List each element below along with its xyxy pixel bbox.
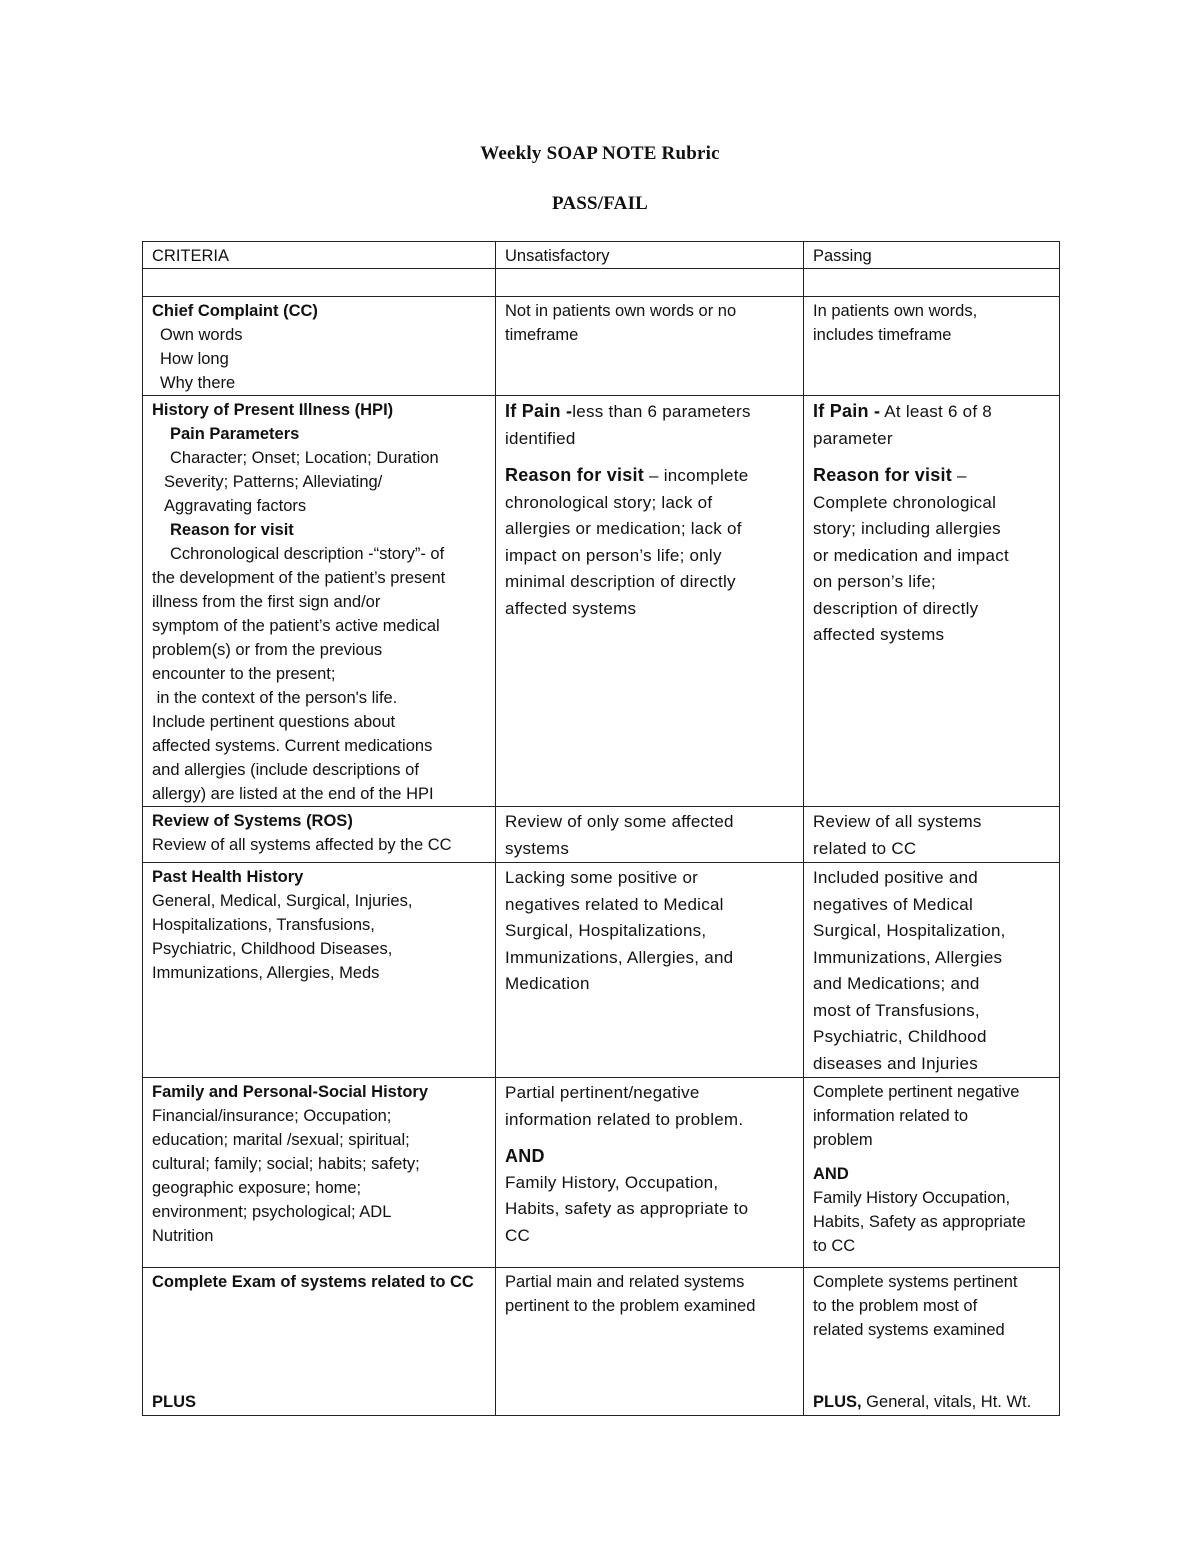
cell-text: negatives of Medical [813,894,973,914]
cell-text: affected systems [505,598,637,618]
criteria-detail: environment; psychological; ADL [152,1203,392,1221]
cell-text: Immunizations, Allergies, and [505,947,734,967]
unsatisfactory-cell [496,863,804,1078]
criteria-detail: Financial/insurance; Occupation; [152,1107,392,1125]
cell-text: Surgical, Hospitalizations, [505,921,707,940]
header-passing: Passing [804,242,1060,269]
cell-text: Included positive and [813,868,978,887]
cell-text: information related to [813,1107,969,1125]
hpi-description: affected systems. Current medications [152,737,433,755]
criteria-detail: cultural; family; social; habits; safety; [152,1155,420,1173]
cell-text: identified [505,428,576,448]
cell-text: to the problem most of [813,1297,978,1315]
table-row [143,1078,1060,1268]
cell-text: Not in patients own words or no [505,302,737,320]
criteria-detail: Psychiatric, Childhood Diseases, [152,940,393,958]
cell-text: Family History Occupation, [813,1189,1011,1207]
cell-text: most of Transfusions, [813,1000,980,1020]
document-subtitle: PASS/FAIL [551,193,649,214]
hpi-description: Include pertinent questions about [152,713,396,731]
cell-text: timeframe [505,326,579,344]
cell-text: to CC [813,1237,856,1255]
hpi-description: encounter to the present; [152,665,336,683]
cell-text: diseases and Injuries [813,1053,978,1073]
unsatisfactory-cell [496,396,804,807]
plus-line [813,1390,1031,1414]
spacer [813,452,1050,462]
table-row [143,297,1060,396]
spacer [813,1152,1050,1162]
criteria-cell [143,807,496,863]
criteria-title: Past Health History [152,868,304,886]
pain-parameters-text: Aggravating factors [164,497,307,515]
passing-cell [804,396,1060,807]
cell-text: CC [505,1225,531,1245]
cell-text: information related to problem. [505,1109,744,1129]
cell-text: Partial pertinent/negative [505,1083,700,1102]
table-row [143,807,1060,863]
cell-text: Complete systems pertinent [813,1273,1018,1291]
cell-text: related to CC [813,838,917,858]
passing-cell [804,1078,1060,1268]
spacer [505,452,794,462]
cell-text: related systems examined [813,1321,1005,1339]
criteria-item: Own words [160,326,243,344]
passing-cell [804,863,1060,1078]
cell-text: – incomplete [644,466,749,485]
plus-label: PLUS [152,1393,197,1411]
criteria-detail: geographic exposure; home; [152,1179,362,1197]
cell-text: Review of all systems [813,812,982,831]
table-row [143,863,1060,1078]
pain-parameters-text: Severity; Patterns; Alleviating/ [164,473,383,491]
hpi-description: Cchronological description -“story”- of [170,545,445,563]
criteria-detail: Review of all systems affected by the CC [152,836,452,854]
header-row [143,242,1060,269]
criteria-cell [143,1268,496,1416]
hpi-description: and allergies (include descriptions of [152,761,419,779]
cell-text: less than 6 parameters [572,402,751,421]
criteria-title: History of Present Illness (HPI) [152,401,394,419]
cell-text: Partial main and related systems [505,1273,745,1291]
cell-text: General, vitals, Ht. Wt. [861,1393,1032,1411]
cell-text: In patients own words, [813,302,978,320]
hpi-description: illness from the first sign and/or [152,593,381,611]
criteria-item: Why there [160,374,236,392]
empty-cell [804,269,1060,297]
if-pain-label: If Pain - [813,401,881,421]
unsatisfactory-cell [496,297,804,396]
and-label: AND [505,1146,545,1166]
cell-text: allergies or medication; lack of [505,519,742,538]
criteria-title: Review of Systems (ROS) [152,812,353,830]
cell-text: affected systems [813,625,945,644]
cell-text: chronological story; lack of [505,492,713,512]
reason-for-visit-label: Reason for visit [505,465,645,485]
hpi-description: in the context of the person's life. [152,689,398,707]
cell-text: parameter [813,428,893,448]
criteria-detail: education; marital /sexual; spiritual; [152,1131,410,1149]
cell-text: minimal description of directly [505,572,736,591]
pain-parameters-heading: Pain Parameters [170,425,300,443]
criteria-detail: Immunizations, Allergies, Meds [152,964,380,982]
passing-cell [804,1268,1060,1416]
criteria-cell [143,396,496,807]
plus-label: PLUS, [813,1393,862,1411]
criteria-detail: General, Medical, Surgical, Injuries, [152,892,413,910]
if-pain-label: If Pain - [505,401,573,421]
cell-text: Medication [505,974,590,993]
criteria-detail: Nutrition [152,1227,214,1245]
criteria-cell [143,863,496,1078]
cell-text: problem [813,1131,873,1149]
table-row [143,1268,1060,1416]
document-title: Weekly SOAP NOTE Rubric [480,143,720,164]
cell-text: Psychiatric, Childhood [813,1027,987,1046]
cell-text: Review of only some affected [505,812,734,831]
hpi-description: symptom of the patient’s active medical [152,617,440,635]
hpi-description: the development of the patient’s present [152,569,446,587]
empty-row [143,269,1060,297]
cell-text: includes timeframe [813,326,952,344]
cell-text: Family History, Occupation, [505,1172,719,1192]
passing-cell [804,297,1060,396]
hpi-description: allergy) are listed at the end of the HPI [152,785,434,803]
cell-text: and Medications; and [813,974,980,993]
empty-cell [143,269,496,297]
criteria-title: Complete Exam of systems related to CC [152,1273,474,1291]
table-row [143,396,1060,807]
pain-parameters-text: Character; Onset; Location; Duration [170,449,439,467]
spacer [505,1133,794,1143]
cell-text: Complete chronological [813,492,997,512]
unsatisfactory-cell [496,1078,804,1268]
reason-for-visit-heading: Reason for visit [170,521,294,539]
cell-text: Surgical, Hospitalization, [813,921,1006,940]
hpi-description: problem(s) or from the previous [152,641,383,659]
cell-text: Lacking some positive or [505,868,699,887]
criteria-cell [143,297,496,396]
cell-text: story; including allergies [813,519,1001,538]
cell-text: systems [505,838,570,858]
cell-text: pertinent to the problem examined [505,1297,756,1315]
cell-text: on person’s life; [813,572,937,591]
criteria-item: How long [160,350,229,368]
rubric-table [142,241,1060,1416]
cell-text: – [952,466,967,485]
cell-text: impact on person’s life; only [505,545,722,565]
header-unsatisfactory: Unsatisfactory [496,242,804,269]
criteria-cell [143,1078,496,1268]
criteria-detail: Hospitalizations, Transfusions, [152,916,375,934]
cell-text: or medication and impact [813,545,1009,565]
empty-cell [496,269,804,297]
criteria-title: Family and Personal-Social History [152,1083,429,1101]
reason-for-visit-label: Reason for visit [813,465,953,485]
cell-text: description of directly [813,598,979,618]
and-label: AND [813,1165,849,1183]
cell-text: negatives related to Medical [505,894,724,914]
passing-cell [804,807,1060,863]
unsatisfactory-cell [496,1268,804,1416]
cell-text: Habits, safety as appropriate to [505,1199,749,1218]
cell-text: Immunizations, Allergies [813,947,1003,967]
criteria-title: Chief Complaint (CC) [152,302,318,320]
unsatisfactory-cell [496,807,804,863]
cell-text: At least 6 of 8 [880,402,993,421]
cell-text: Complete pertinent negative [813,1083,1020,1101]
header-criteria: CRITERIA [143,242,496,269]
cell-text: Habits, Safety as appropriate [813,1213,1026,1231]
